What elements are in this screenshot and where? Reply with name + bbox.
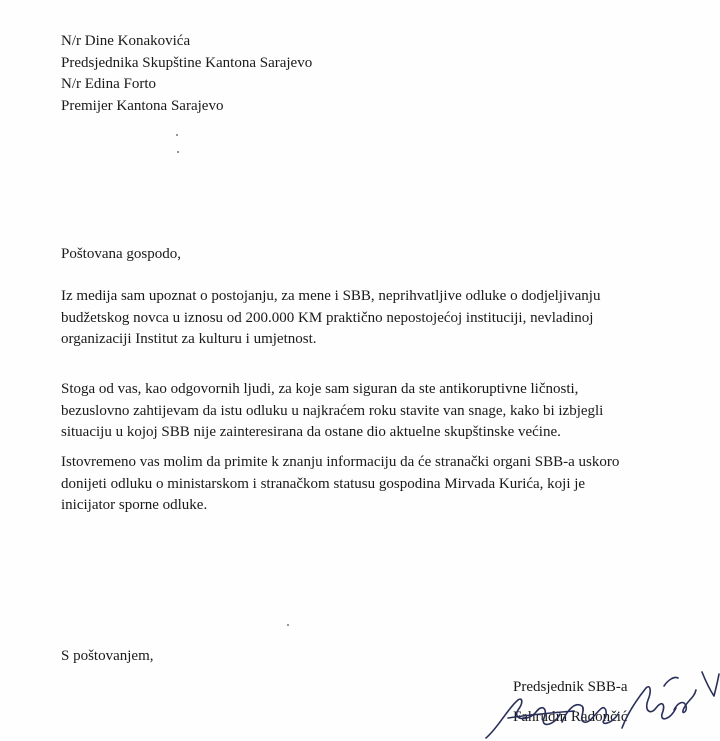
scan-speck <box>287 624 289 626</box>
signatory-name: Fahrudin Radončić <box>513 709 628 725</box>
signature-stroke <box>664 677 678 686</box>
greeting: Poštovana gospodo, <box>61 246 181 262</box>
paragraph-line: bezuslovno zahtijevam da istu odluku u najkraćem roku stavite van snage, kako bi izbjegli <box>61 402 604 419</box>
scan-speck <box>176 134 178 136</box>
paragraph-line: situaciju u kojoj SBB nije zainteresirana da ostane dio aktuelne skupštinske većine. <box>61 424 561 440</box>
body-paragraph <box>61 286 661 351</box>
paragraph-line: Stoga od vas, kao odgovornih ljudi, za koje sam siguran da ste antikoruptivne ličnosti, <box>61 381 579 397</box>
paragraph-line: Istovremeno vas molim da primite k znanju informaciju da će stranački organi SBB-a uskoro <box>61 454 620 470</box>
body-paragraph <box>61 452 661 517</box>
paragraph-line: organizaciji Institut za kulturu i umjetnost. <box>61 331 317 347</box>
paragraph-line: inicijator sporne odluke. <box>61 497 208 513</box>
body-paragraph <box>61 379 661 444</box>
scan-speck <box>177 151 179 153</box>
signature-stroke <box>486 699 560 738</box>
recipient-line: Premijer Kantona Sarajevo <box>61 97 224 114</box>
signature-stroke <box>702 672 719 696</box>
recipient-block <box>61 31 312 117</box>
signatory-title: Predsjednik SBB-a <box>513 679 628 695</box>
paragraph-line: budžetskog novca u iznosu od 200.000 KM praktično nepostojećoj instituciji, nevladinoj <box>61 309 594 326</box>
paragraph-line: donijeti odluku o ministarskom i stranačkom statusu gospodina Mirvada Kurića, koji je <box>61 475 586 492</box>
recipient-line: Predsjednika Skupštine Kantona Sarajevo <box>61 54 313 71</box>
closing: S poštovanjem, <box>61 648 154 664</box>
recipient-line: N/r Edina Forto <box>61 76 156 92</box>
signature-stroke <box>562 705 618 724</box>
recipient-line: N/r Dine Konakovića <box>61 33 191 49</box>
signature-strokes <box>486 672 719 738</box>
handwritten-signature <box>478 668 720 741</box>
paragraph-line: Iz medija sam upoznat o postojanju, za mene i SBB, neprihvatljive odluke o dodjeljivanju <box>61 288 601 304</box>
signature-stroke <box>622 687 676 728</box>
signature-stroke <box>674 690 696 712</box>
